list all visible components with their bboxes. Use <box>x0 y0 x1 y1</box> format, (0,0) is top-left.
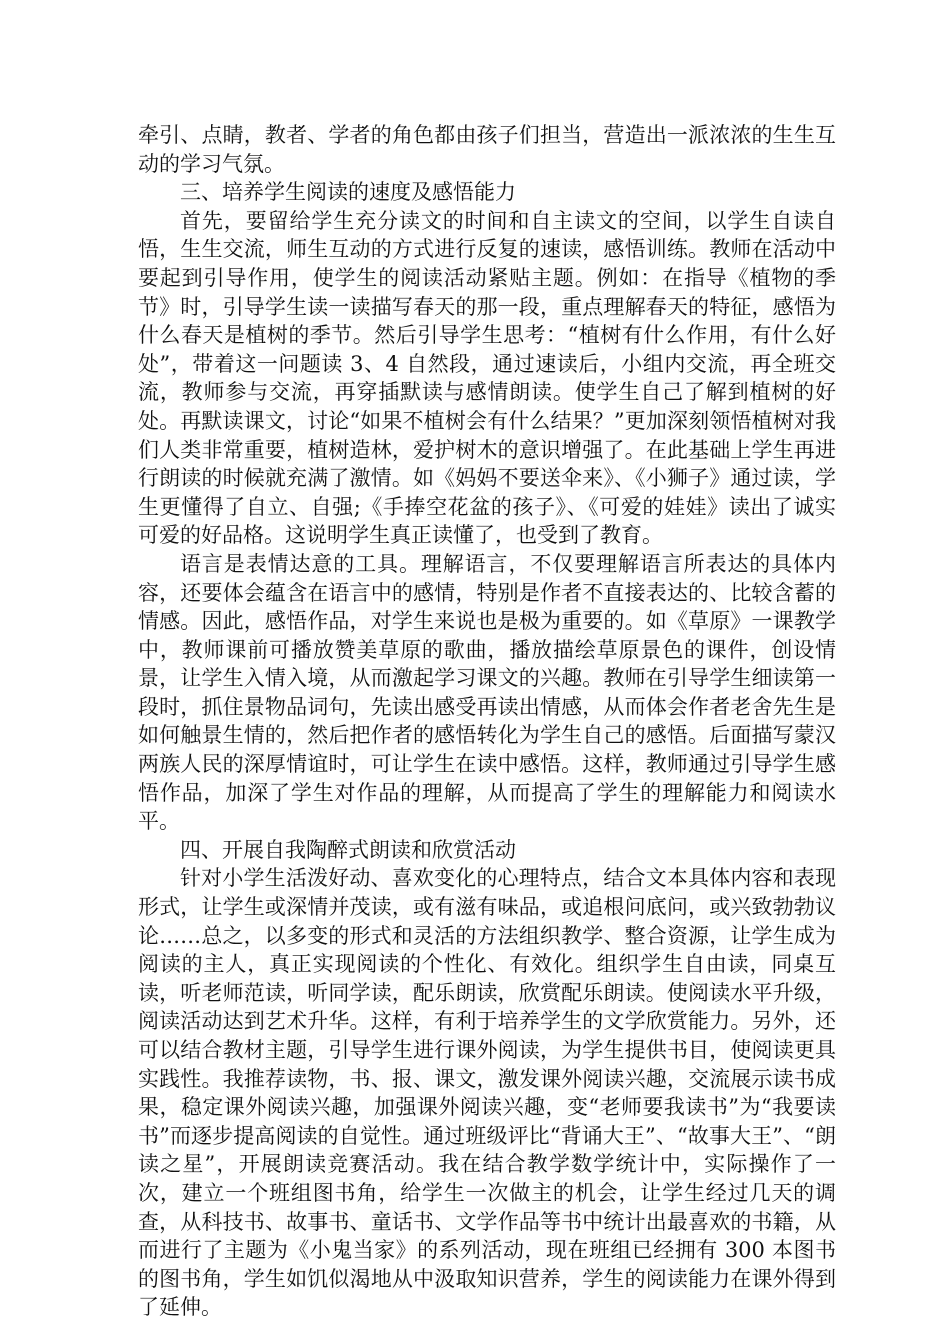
paragraph-reading-speed: 首先，要留给学生充分读文的时间和自主读文的空间，以学生自读自悟，生生交流，师生互动的方式进行反复的速读，感悟训练。教师在活动中要起到引导作用，使学生的阅读活动紧贴主题。例如：在指导《植物的季节》时，引导学生读一读描写春天的那一段，重点理解春天的特征，感悟为什么春天是植树的季节。然后引导学生思考：“植树有什么作用，有什么好处”，带着这一问题读 3、4 自然段，通过速读后，小组内交流，再全班交流，教师参与交流，再穿插默读与感情朗读。使学生自己了解到植树的好处。再默读课文，讨论“如果不植树会有什么结果？”更加深刻领悟植树对我们人类非常重要，植树造林，爱护树木的意识增强了。在此基础上学生再进行朗读的时候就充满了激情。如《妈妈不要送伞来》、《小狮子》通过读，学生更懂得了自立、自强;《手捧空花盆的孩子》、《可爱的娃娃》读出了诚实可爱的好品格。这说明学生真正读懂了，也受到了教育。 <box>138 208 836 548</box>
section-heading-four: 四、开展自我陶醉式朗读和欣赏活动 <box>180 837 516 862</box>
section-heading-three: 三、培养学生阅读的速度及感悟能力 <box>180 180 516 205</box>
paragraph-continuation: 牵引、点睛，教者、学者的角色都由孩子们担当，营造出一派浓浓的生生互动的学习气氛。 <box>138 123 836 176</box>
document-page <box>138 121 836 1322</box>
paragraph-reading-activities: 针对小学生活泼好动、喜欢变化的心理特点，结合文本具体内容和表现形式，让学生或深情并茂读，或有滋有味品，或追根问底问，或兴致勃勃议论……总之，以多变的形式和灵活的方法组织教学、整合资源，让学生成为阅读的主人，真正实现阅读的个性化、有效化。组织学生自由读，同桌互读，听老师范读，听同学读，配乐朗读，欣赏配乐朗读。使阅读水平升级，阅读活动达到艺术升华。这样，有利于培养学生的文学欣赏能力。另外，还可以结合教材主题，引导学生进行课外阅读，为学生提供书目，使阅读更具实践性。我推荐读物，书、报、课文，激发课外阅读兴趣，交流展示读书成果，稳定课外阅读兴趣，加强课外阅读兴趣，变“老师要我读书”为“我要读书”而逐步提高阅读的自觉性。通过班级评比“背诵大王”、“故事大王”、“朗读之星”，开展朗读竞赛活动。我在结合教学数学统计中，实际操作了一次，建立一个班组图书角，给学生一次做主的机会，让学生经过几天的调查，从科技书、故事书、童话书、文学作品等书中统计出最喜欢的书籍，从而进行了主题为《小鬼当家》的系列活动，现在班组已经拥有 300 本图书的图书角，学生如饥似渴地从中汲取知识营养，学生的阅读能力在课外得到了延伸。 <box>138 866 836 1320</box>
paragraph-language-feeling: 语言是表情达意的工具。理解语言，不仅要理解语言所表达的具体内容，还要体会蕴含在语言中的感情，特别是作者不直接表达的、比较含蓄的情感。因此，感悟作品，对学生来说也是极为重要的。如《草原》一课教学中，教师课前可播放赞美草原的歌曲，播放描绘草原景色的课件，创设情景，让学生入情入境，从而激起学习课文的兴趣。教师在引导学生细读第一段时，抓住景物品词句，先读出感受再读出情感，从而体会作者老舍先生是如何触景生情的，然后把作者的感悟转化为学生自己的感悟。后面描写蒙汉两族人民的深厚情谊时，可让学生在读中感悟。这样，教师通过引导学生感悟作品，加深了学生对作品的理解，从而提高了学生的理解能力和阅读水平。 <box>138 551 836 834</box>
